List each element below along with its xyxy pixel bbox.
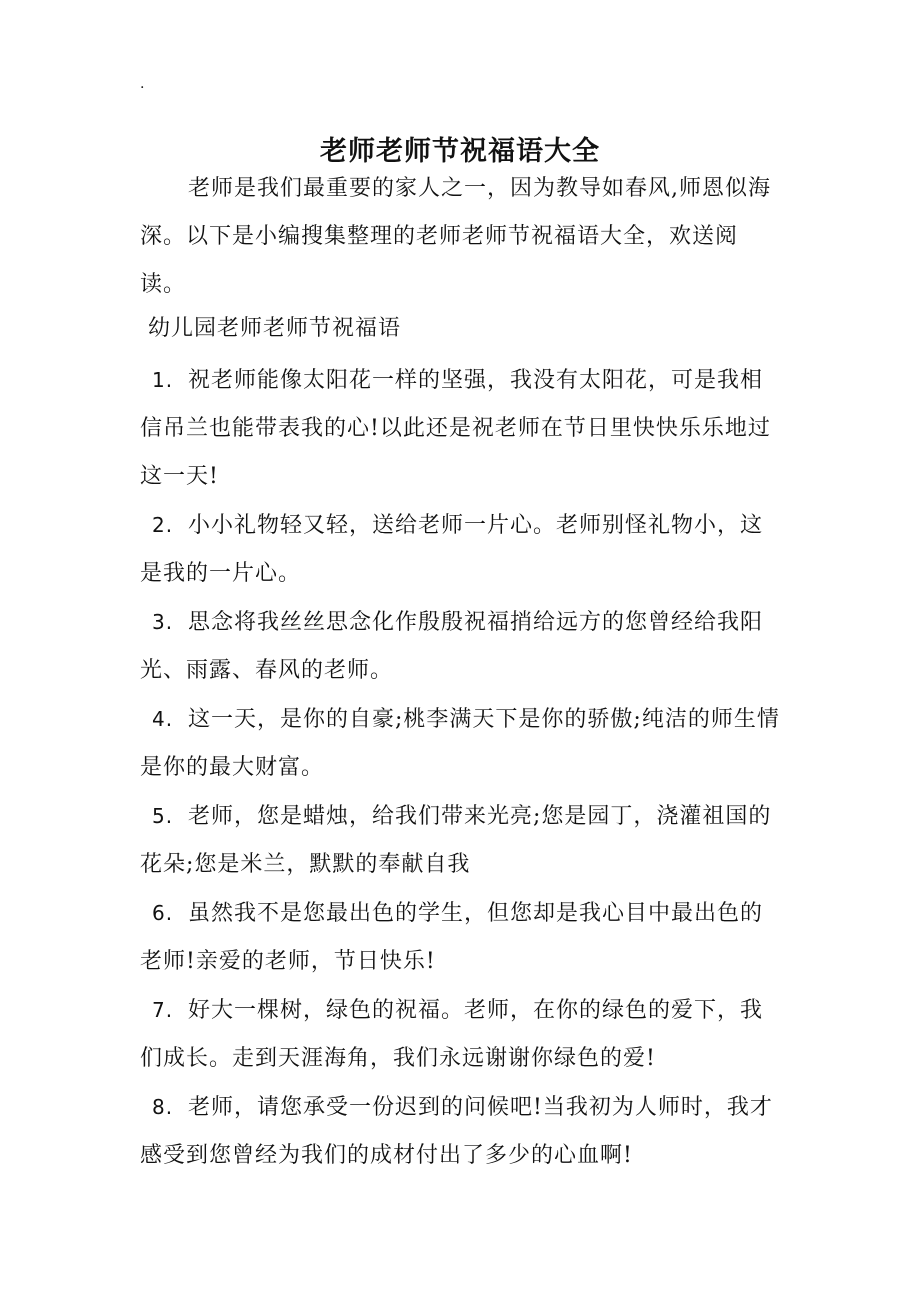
item-number: 3. [152,610,174,634]
intro-paragraph: 老师是我们最重要的家人之一，因为教导如春风,师恩似海深。以下是小编搜集整理的老师老师节祝福语大全，欢送阅读。 [140,176,771,297]
item-number: 6. [152,901,174,925]
list-item [140,792,780,889]
item-text: 这一天，是你的自豪;桃李满天下是你的骄傲;纯洁的师生情是你的最大财富。 [140,707,780,780]
list-item [140,356,780,501]
list-item [140,695,780,792]
item-text: 老师，您是蜡烛，给我们带来光亮;您是园丁，浇灌祖国的花朵;您是米兰，默默的奉献自我 [140,804,772,877]
item-text: 祝老师能像太阳花一样的坚强，我没有太阳花，可是我相信吊兰也能带表我的心!以此还是祝老师在节日里快快乐乐地过这一天! [140,368,771,489]
item-number: 1. [152,368,174,392]
item-number: 7. [152,998,174,1022]
list-item [140,501,780,598]
list-item [140,1083,780,1180]
top-dot-mark: . [140,76,145,92]
item-text: 好大一棵树，绿色的祝福。老师，在你的绿色的爱下，我们成长。走到天涯海角，我们永远谢谢你绿色的爱! [140,998,764,1071]
item-text: 虽然我不是您最出色的学生，但您却是我心目中最出色的老师!亲爱的老师，节日快乐! [140,901,764,974]
item-number: 8. [152,1095,174,1119]
item-number: 4. [152,707,174,731]
item-text: 小小礼物轻又轻，送给老师一片心。老师别怪礼物小，这是我的一片心。 [140,513,764,586]
list-item [140,986,780,1083]
list-item [140,889,780,986]
item-number: 5. [152,804,174,828]
item-text: 老师，请您承受一份迟到的问候吧!当我初为人师时，我才感受到您曾经为我们的成材付出了多少的心血啊! [140,1095,773,1168]
blessing-list [140,356,780,1180]
section-heading: 幼儿园老师老师节祝福语 [148,316,402,341]
item-text: 思念将我丝丝思念化作殷殷祝福捎给远方的您曾经给我阳光、雨露、春风的老师。 [140,610,764,683]
list-item [140,598,780,695]
document-title: 老师老师节祝福语大全 [320,136,600,168]
item-number: 2. [152,513,174,537]
